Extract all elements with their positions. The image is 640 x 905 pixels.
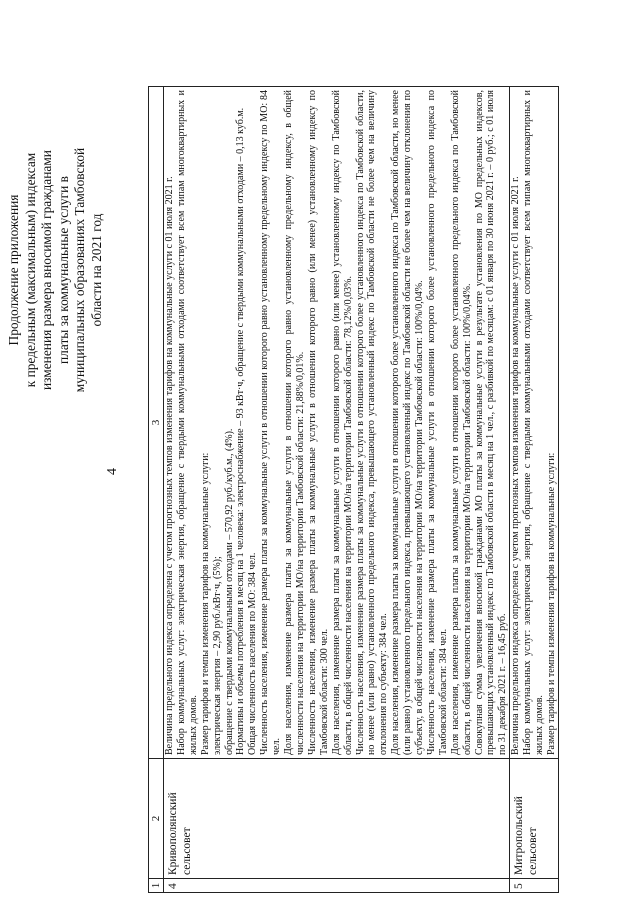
title-line: изменения размера вносимой гражданами (39, 150, 55, 390)
municipality-name: Митропольский сельсовет (510, 759, 559, 879)
title-line: к предельным (максимальным) индексам (22, 152, 38, 388)
desc-paragraph: Доля населения, изменение размера платы за коммунальные услуги в отношении которого более установленного индекса по Тамбовской области, но менее (или равно) установленного предельного индекса, превышающего установленный индекс по Тамбовской области не более чем на величину отклонения по субъекту, в общей численности населения на территории МО/на территории Тамбовской области: 100%/0,04%. (390, 90, 426, 755)
desc-paragraph: Доля населения, изменение размера платы за коммунальные услуги в отношении которого более установленного предельного индекса по Тамбовской области, в общей численности населения на территории МО/на территории Тамбовской области: 100%/0,04%. (449, 90, 473, 755)
desc-paragraph: Общая численность населения по МО: 384 чел. (247, 552, 259, 755)
header-cell: 1 (149, 879, 164, 893)
table-row (510, 87, 559, 893)
desc-paragraph: обращение с твердыми коммунальными отходами – 570,92 руб./куб.м., (4%). (223, 428, 235, 755)
title-line: области на 2021 год (88, 213, 104, 327)
desc-paragraph: Величина предельного индекса определена с учетом прогнозных темпов изменения тарифов на коммунальные услуги с 01 июля 2021 г. (510, 176, 522, 755)
desc-paragraph: Доля населения, изменение размера платы за коммунальные услуги в отношении которого равно (или менее) установленному индексу по Тамбовской области, в общей численности населения на территории МО/на территории Тамбовской области: 78,12%/0,03%. (330, 90, 354, 755)
row-description (510, 87, 559, 759)
table-row (164, 87, 510, 893)
desc-paragraph: Численность населения, изменение размера платы за коммунальные услуги в отношении которого более установленного индекса по Тамбовской области, но менее (или равно) установленного предельного индекса, превышающего установленный индекс по Тамбовской области не более чем на величину отклонения по субъекту: 384 чел. (354, 90, 390, 755)
desc-paragraph: Набор коммунальных услуг: электрическая энергия, обращение с твердыми коммунальными отходами соответствует всем типам многоквартирных и жилых домов. (522, 90, 546, 755)
desc-paragraph: Размер тарифов и темпы изменения тарифов на коммунальные услуги: (546, 452, 557, 755)
desc-paragraph: Численность населения, изменение размера платы за коммунальные услуги в отношении которого равно (или менее) установленному индексу по Тамбовской области: 300 чел. (306, 90, 330, 755)
desc-paragraph: Размер тарифов и темпы изменения тарифов на коммунальные услуги: (199, 452, 211, 755)
municipality-name: Кривополянский сельсовет (164, 759, 510, 879)
appendix-title (6, 105, 106, 435)
header-cell: 3 (149, 87, 164, 759)
title-line: муниципальных образованиях Тамбовской (72, 147, 88, 393)
table-header-row (149, 87, 164, 893)
page-number: 4 (105, 468, 120, 475)
indices-table (148, 86, 559, 893)
desc-paragraph: Численность населения, изменение размера платы за коммунальные услуги в отношении которого равно установленному предельному индексу по МО: 84 чел. (259, 90, 283, 755)
desc-paragraph: Нормативы и объемы потребления в месяц на 1 человека: электроснабжение – 93 кВт·ч, обращение с твердыми коммунальными отходами – 0,13 куб.м. (235, 107, 247, 755)
row-number: 4 (164, 879, 510, 893)
desc-paragraph: Величина предельного индекса определена с учетом прогнозных темпов изменения тарифов на коммунальные услуги с 01 июля 2021 г. (164, 176, 175, 755)
desc-paragraph: Численность населения, изменение размера платы за коммунальные услуги в отношении которого более установленного предельного индекса по Тамбовской области: 384 чел. (425, 90, 449, 755)
header-cell: 2 (149, 759, 164, 879)
row-description (164, 87, 510, 759)
row-number: 5 (510, 879, 559, 893)
title-line: платы за коммунальные услуги в (55, 176, 71, 364)
title-line: Продолжение приложения (6, 194, 21, 346)
desc-paragraph: Совокупная сумма увеличения вносимой гражданами МО платы за коммунальные услуги в результате установления по МО предельных индексов, превышающих установленный индекс по Тамбовской области в месяц на 1 чел., с разбивкой по месяцам: с 01 января по 30 июня 2021 г. – 0 руб.; с 01 июля по 31 декабря 2021 г. – 16,45 руб. (473, 90, 509, 755)
desc-paragraph: Доля населения, изменение размера платы за коммунальные услуги в отношении которого равно установленному предельному индексу, в общей численности населения на территории МО/на территории Тамбовской области: 21,88%/0,01%. (283, 90, 306, 755)
desc-paragraph: Набор коммунальных услуг: электрическая энергия, обращение с твердыми коммунальными отходами соответствует всем типам многоквартирных и жилых домов. (175, 90, 199, 755)
desc-paragraph: электрическая энергия – 2,90 руб./кВт·ч, (5%); (211, 556, 223, 755)
